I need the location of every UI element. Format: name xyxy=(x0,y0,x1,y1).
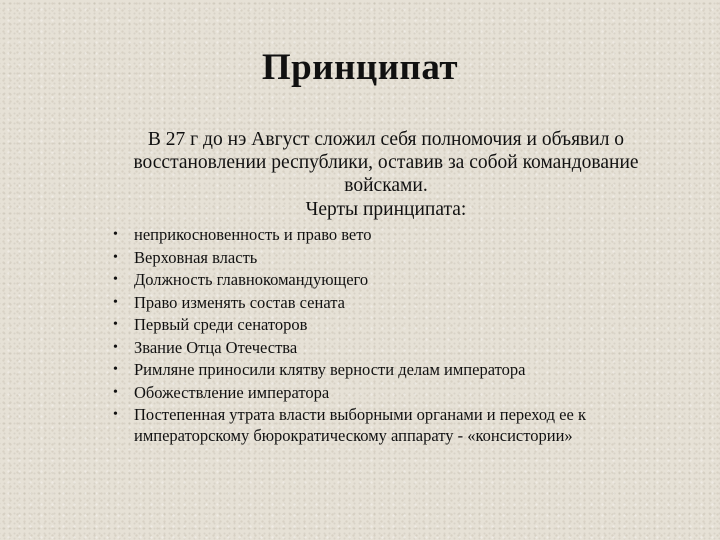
features-heading: Черты принципата: xyxy=(305,199,467,220)
list-item-text: Обожествление императора xyxy=(134,382,330,402)
list-item-text: Первый среди сенаторов xyxy=(134,315,308,334)
list-item xyxy=(113,337,673,360)
list-item-text: Верховная власть xyxy=(134,247,258,267)
bullet-icon: • xyxy=(113,249,118,265)
list-item xyxy=(113,359,673,382)
bullet-icon: • xyxy=(113,227,118,242)
list-item xyxy=(113,314,673,337)
list-item xyxy=(113,292,673,315)
list-item xyxy=(113,224,673,247)
list-item xyxy=(113,382,673,405)
list-item-text: Должность главнокомандующего xyxy=(134,270,369,289)
intro-paragraph: В 27 г до нэ Август сложил себя полномочия и объявил о восстановлении республики, оставив за собой командование войсками. xyxy=(133,129,639,196)
bullet-icon: • xyxy=(113,294,118,310)
list-item-text: Римляне приносили клятву верности делам императора xyxy=(134,360,526,379)
bullet-icon: • xyxy=(113,384,118,400)
list-item xyxy=(113,247,673,270)
bullet-icon: • xyxy=(113,272,118,287)
features-list xyxy=(113,224,673,446)
bullet-icon: • xyxy=(113,339,118,355)
list-item-text: Звание Отца Отечества xyxy=(134,337,298,357)
slide-title: Принципат xyxy=(261,47,459,88)
bullet-icon: • xyxy=(113,317,118,332)
bullet-icon: • xyxy=(113,362,118,377)
list-item-text: Право изменять состав сената xyxy=(134,292,345,312)
bullet-icon: • xyxy=(113,407,118,422)
list-item-text: неприкосновенность и право вето xyxy=(134,225,372,244)
list-item-text: Постепенная утрата власти выборными органами и переход ее к императорскому бюрократическому аппарату - «консистории» xyxy=(134,405,586,445)
list-item xyxy=(113,404,673,446)
list-item xyxy=(113,269,673,292)
